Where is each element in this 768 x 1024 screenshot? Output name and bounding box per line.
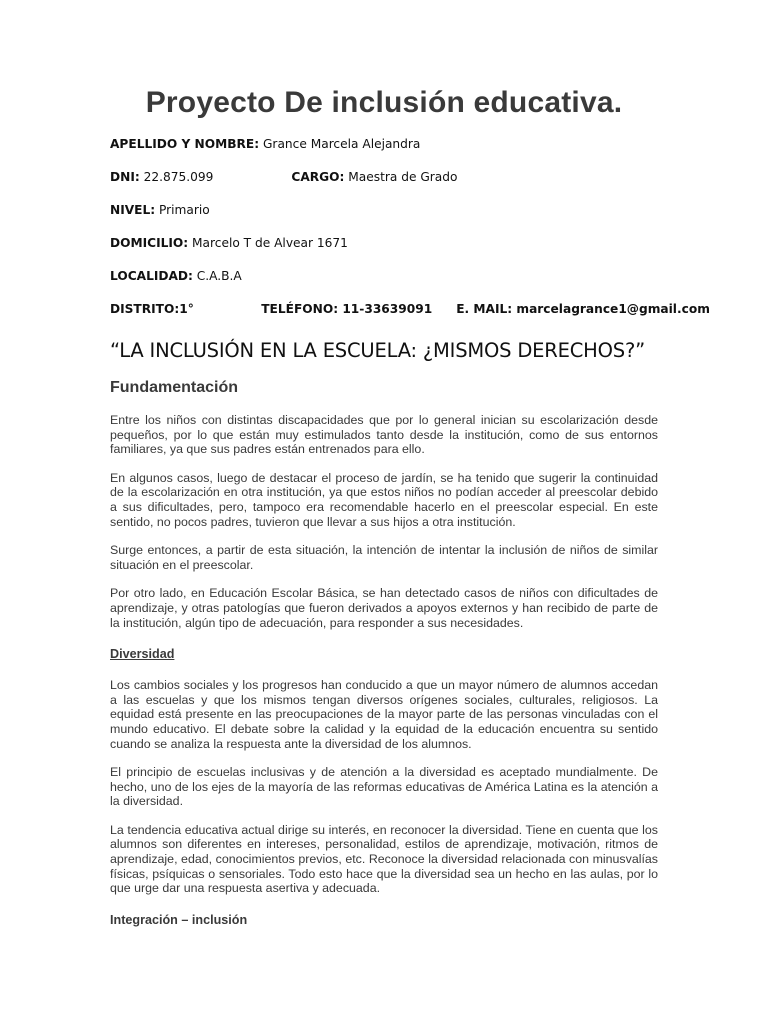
field-distrito-telefono-email <box>110 301 710 317</box>
telefono-label: TELÉFONO: <box>261 302 339 316</box>
field-nivel <box>110 202 658 218</box>
localidad-label: LOCALIDAD: <box>110 269 193 283</box>
telefono-field <box>261 301 432 317</box>
document-title: Proyecto De inclusión educativa. <box>145 86 623 119</box>
cargo-value: Maestra de Grado <box>344 170 458 184</box>
paragraph: En algunos casos, luego de destacar el proceso de jardín, se ha tenido que sugerir la continuidad de la escolarización en otra institución, ya que estos niños no podían acceder al preescolar debido a sus dificultades, pero, tampoco era recomendable hacerlo en el preescolar especial. En este sentido, no pocos padres, tuvieron que llevar a sus hijos a otra institución. <box>110 470 658 529</box>
paragraph: El principio de escuelas inclusivas y de atención a la diversidad es aceptado mundialmente. De hecho, uno de los ejes de la mayoría de las reformas educativas de América Latina es la atención a la diversidad. <box>110 765 658 809</box>
localidad-value: C.A.B.A <box>192 269 242 283</box>
field-dni-cargo <box>110 169 658 185</box>
subheading-diversidad: Diversidad <box>110 647 175 662</box>
telefono-value: 11-33639091 <box>338 302 433 316</box>
email-label: E. MAIL: <box>456 302 513 316</box>
subheading-integracion-inclusion: Integración – inclusión <box>110 912 248 927</box>
field-apellido-nombre <box>110 136 658 152</box>
cargo-label: CARGO: <box>291 170 345 184</box>
field-localidad <box>110 268 658 284</box>
field-domicilio <box>110 235 658 251</box>
domicilio-value: Marcelo T de Alvear 1671 <box>188 236 348 250</box>
paragraph: Por otro lado, en Educación Escolar Básica, se han detectado casos de niños con dificultades de aprendizaje, y otras patologías que fueron derivados a apoyos externos y han recibido de parte de la institución, algún tipo de adecuación, para responder a sus necesidades. <box>110 586 658 630</box>
paragraph: Surge entonces, a partir de esta situación, la intención de intentar la inclusión de niños de similar situación en el preescolar. <box>110 543 658 572</box>
apellido-value: Grance Marcela Alejandra <box>259 137 421 151</box>
paragraph: La tendencia educativa actual dirige su interés, en reconocer la diversidad. Tiene en cuenta que los alumnos son diferentes en intereses, personalidad, estilos de aprendizaje, motivación, ritmos de aprendizaje, edad, conocimientos previos, etc. Reconoce la diversidad relacionada con minusvalías físicas, psíquicas o sensoriales. Todo esto hace que la diversidad sea un hecho en las aulas, por lo que urge dar una respuesta asertiva y adecuada. <box>110 822 658 896</box>
distrito-value: 1° <box>179 302 194 316</box>
email-value: marcelagrance1@gmail.com <box>512 302 710 316</box>
paragraph: Entre los niños con distintas discapacidades que por lo general inician su escolarización desde pequeños, por lo que están muy estimulados tanto desde la institución, como de sus entornos familiares, ya que sus padres están entrenados para ello. <box>110 413 658 457</box>
cargo-field <box>291 169 457 185</box>
paragraph: Los cambios sociales y los progresos han conducido a que un mayor número de alumnos accedan a las escuelas y que los mismos tengan diversos orígenes sociales, culturales, religiosos. La equidad está presente en las preocupaciones de la mayor parte de las personas vinculadas con el mundo educativo. El debate sobre la calidad y la equidad de la educación encuentra su sentido cuando se analiza la respuesta ante la diversidad de los alumnos. <box>110 678 658 751</box>
quote-heading: “LA INCLUSIÓN EN LA ESCUELA: ¿MISMOS DERECHOS?” <box>110 339 645 362</box>
email-field <box>456 301 710 317</box>
apellido-label: APELLIDO Y NOMBRE: <box>110 137 260 151</box>
nivel-value: Primario <box>155 203 210 217</box>
dni-value: 22.875.099 <box>139 170 214 184</box>
nivel-label: NIVEL: <box>110 203 156 217</box>
section-heading-fundamentacion: Fundamentación <box>110 379 239 396</box>
domicilio-label: DOMICILIO: <box>110 236 189 250</box>
dni-label: DNI: <box>110 170 140 184</box>
distrito-label: DISTRITO: <box>110 302 180 316</box>
